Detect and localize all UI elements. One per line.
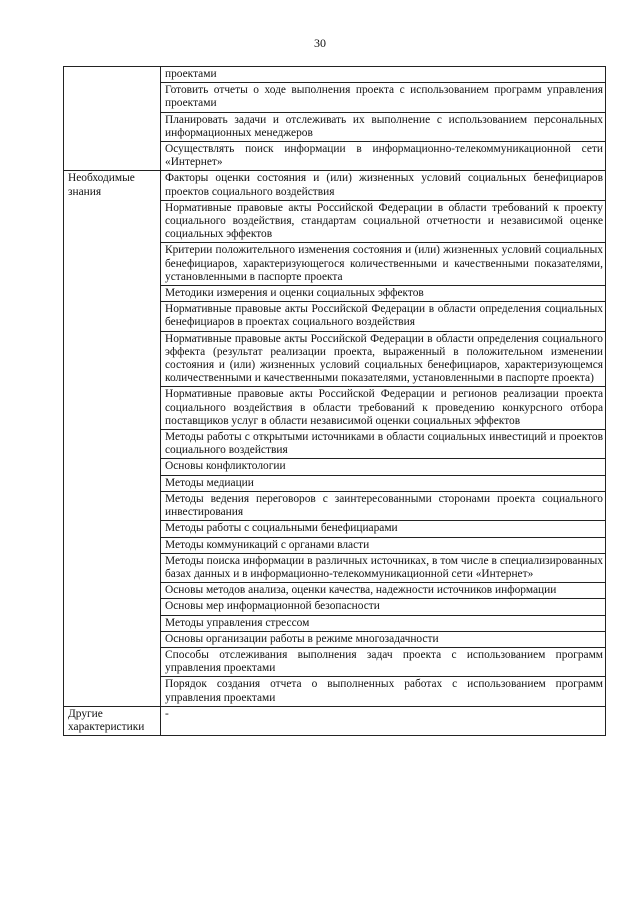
knowledge-item: Нормативные правовые акты Российской Федерации в области определения социального эффекта (результат реализации проекта, выраженный в положительном изменении состояния и (или) жизненных условий социальных бенефициаров, характеризующемся количественными и качественными показателями, установленными в паспорте проекта) [161, 331, 606, 387]
knowledge-item: Факторы оценки состояния и (или) жизненных условий социальных бенефициаров проектов социального воздействия [161, 171, 606, 200]
knowledge-item: Порядок создания отчета о выполненных работах с использованием программ управления проектами [161, 677, 606, 706]
skills-row [64, 67, 606, 83]
knowledge-item: Методы коммуникаций с органами власти [161, 537, 606, 553]
knowledge-item: Нормативные правовые акты Российской Федерации в области определения социальных бенефициаров в проектах социального воздействия [161, 302, 606, 331]
knowledge-item: Критерии положительного изменения состояния и (или) жизненных условий социальных бенефициаров, характеризующегося количественными и качественными показателями, установленными в паспорте проекта [161, 243, 606, 286]
knowledge-item: Основы конфликтологии [161, 459, 606, 475]
knowledge-item: Основы организации работы в режиме многозадачности [161, 631, 606, 647]
knowledge-item: Методы медиации [161, 475, 606, 491]
knowledge-item: Способы отслеживания выполнения задач проекта с использованием программ управления проектами [161, 647, 606, 676]
requirements-table-body [64, 67, 606, 736]
knowledge-item: Методы управления стрессом [161, 615, 606, 631]
knowledge-item: Основы мер информационной безопасности [161, 599, 606, 615]
other-characteristics-row [64, 706, 606, 735]
page-number: 30 [314, 36, 326, 50]
knowledge-item: Методы работы с социальными бенефициарами [161, 521, 606, 537]
knowledge-item: Основы методов анализа, оценки качества, надежности источников информации [161, 583, 606, 599]
knowledge-label: Необходимые знания [64, 171, 161, 706]
knowledge-item: Методы поиска информации в различных источниках, в том числе в специализированных базах данных и в информационно-телекоммуникационной сети «Интернет» [161, 553, 606, 582]
knowledge-item: Методики измерения и оценки социальных эффектов [161, 286, 606, 302]
other-characteristics-label: Другие характеристики [64, 706, 161, 735]
knowledge-item: Методы работы с открытыми источниками в области социальных инвестиций и проектов социального воздействия [161, 430, 606, 459]
requirements-table [63, 66, 606, 736]
knowledge-item: Нормативные правовые акты Российской Федерации в области требований к проекту социального воздействия, стандартам социальной отчетности и независимой оценке социальных эффектов [161, 200, 606, 243]
skills-item: проектами [161, 67, 606, 83]
other-characteristics-item: - [161, 706, 606, 735]
knowledge-item: Нормативные правовые акты Российской Федерации и регионов реализации проекта социального воздействия в области требований к проведению конкурсного отбора поставщиков услуг в области независимой оценки социальных эффектов [161, 387, 606, 430]
skills-item: Готовить отчеты о ходе выполнения проекта с использованием программ управления проектами [161, 83, 606, 112]
skills-item: Планировать задачи и отслеживать их выполнение с использованием персональных информационных менеджеров [161, 112, 606, 141]
skills-label [64, 67, 161, 171]
skills-item: Осуществлять поиск информации в информационно-телекоммуникационной сети «Интернет» [161, 142, 606, 171]
knowledge-row [64, 171, 606, 200]
knowledge-item: Методы ведения переговоров с заинтересованными сторонами проекта социального инвестирования [161, 491, 606, 520]
